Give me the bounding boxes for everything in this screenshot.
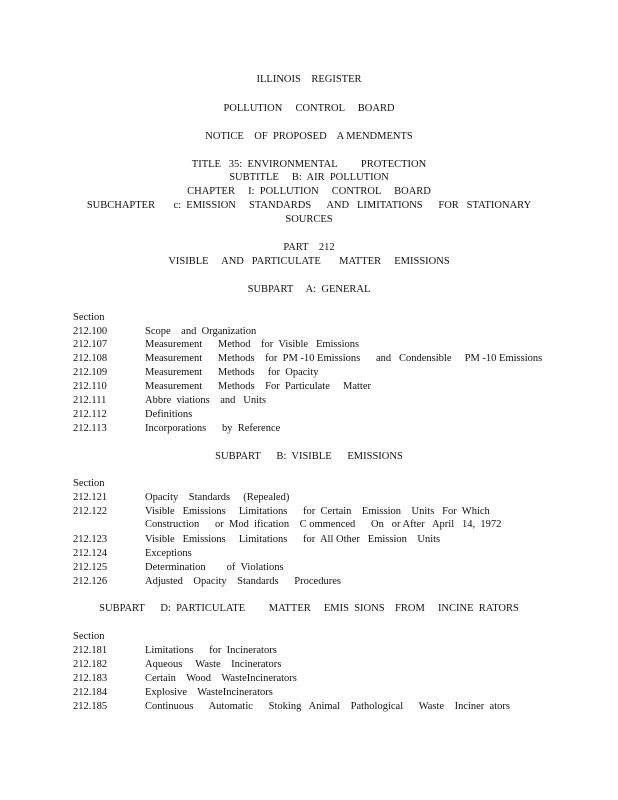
section-number: 212.181 — [73, 645, 108, 656]
section-number: 212.110 — [73, 381, 107, 392]
subpart-a-title: SUBPART A: GENERAL — [247, 284, 371, 295]
chapter-line: CHAPTER I: POLLUTION CONTROL BOARD — [187, 186, 431, 197]
notice-header: NOTICE OF PROPOSED A MENDMENTS — [205, 131, 413, 142]
section-title: Adjusted Opacity Standards Procedures — [145, 576, 341, 587]
section-number: 212.184 — [73, 687, 108, 698]
section-title: Abbre viations and Units — [145, 395, 267, 406]
section-row — [73, 422, 613, 474]
section-label: Section — [73, 631, 105, 642]
section-title: Scope and Organization — [145, 326, 257, 337]
section-number: 212.111 — [73, 395, 107, 406]
section-label: Section — [73, 478, 105, 489]
board-header: POLLUTION CONTROL BOARD — [223, 103, 395, 114]
section-title: Measurement Methods For Particulate Matter — [145, 381, 371, 392]
section-number: 212.126 — [73, 576, 108, 587]
section-number: 212.107 — [73, 339, 108, 350]
section-number: 212.185 — [73, 701, 108, 712]
part-number: PART 212 — [283, 242, 335, 253]
section-number: 212.112 — [73, 409, 107, 420]
section-number: 212.124 — [73, 548, 108, 559]
section-title: Aqueous Waste Incinerators — [145, 659, 282, 670]
section-title: Visible Emissions Limitations for Certain Emission Units For Which — [145, 506, 490, 517]
title-line: TITLE 35: ENVIRONMENTAL PROTECTION — [191, 159, 427, 170]
part-title: VISIBLE AND PARTICULATE MATTER EMISSIONS — [168, 256, 450, 267]
section-number: 212.183 — [73, 673, 108, 684]
section-number: 212.182 — [73, 659, 108, 670]
section-title: Explosive WasteIncinerators — [145, 687, 273, 698]
subtitle-line: SUBTITLE B: AIR POLLUTION — [229, 172, 389, 183]
subchapter-continuation: SOURCES — [285, 214, 333, 225]
section-title: Visible Emissions Limitations for All Other Emission Units — [145, 534, 441, 545]
section-number: 212.121 — [73, 492, 108, 503]
section-title: Opacity Standards (Repealed) — [145, 492, 290, 503]
section-title: Measurement Methods for Opacity — [145, 367, 319, 378]
section-title: Definitions — [145, 409, 193, 420]
section-number: 212.113 — [73, 423, 107, 434]
section-row — [73, 575, 613, 627]
subchapter-line: SUBCHAPTER c: EMISSION STANDARDS AND LIMITATIONS FOR STATIONARY — [86, 200, 532, 211]
section-title: Continuous Automatic Stoking Animal Pathological Waste Inciner ators — [145, 701, 510, 712]
register-header: ILLINOIS REGISTER — [256, 74, 362, 85]
section-number: 212.108 — [73, 353, 108, 364]
section-number: 212.125 — [73, 562, 108, 573]
section-number: 212.109 — [73, 367, 108, 378]
section-number: 212.123 — [73, 534, 108, 545]
section-label: Section — [73, 312, 105, 323]
section-title: Limitations for Incinerators — [145, 645, 277, 656]
section-title: Exceptions — [145, 548, 192, 559]
section-title: Measurement Method for Visible Emissions — [145, 339, 360, 350]
section-number: 212.122 — [73, 506, 108, 517]
section-title-continuation: Construction or Mod ification C ommenced On or After April 14, 1972 — [145, 519, 502, 530]
section-number: 212.100 — [73, 326, 108, 337]
subpart-d-title: SUBPART D: PARTICULATE MATTER EMIS SIONS FROM INCINE RATORS — [99, 603, 519, 614]
subpart-b-title: SUBPART B: VISIBLE EMISSIONS — [215, 451, 403, 462]
section-title: Determination of Violations — [145, 562, 284, 573]
section-title: Certain Wood WasteIncinerators — [145, 673, 297, 684]
section-title: Incorporations by Reference — [145, 423, 281, 434]
section-title: Measurement Methods for PM -10 Emissions and Condensible PM -10 Emissions — [145, 353, 543, 364]
section-row — [73, 700, 613, 752]
